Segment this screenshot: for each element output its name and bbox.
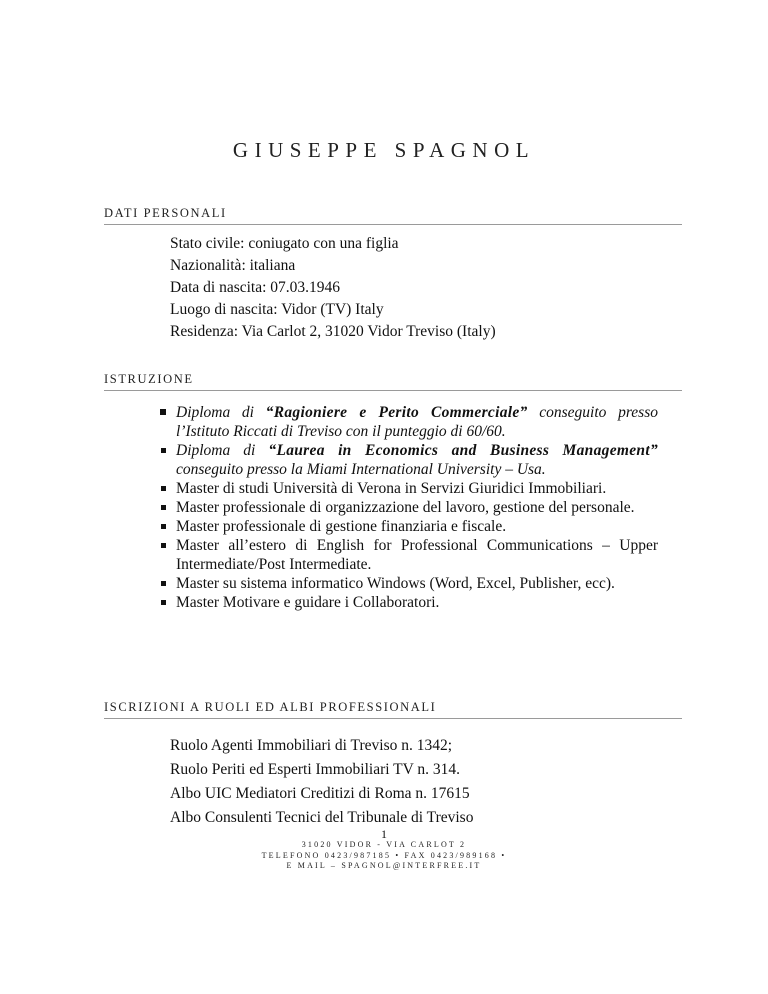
cv-name: GIUSEPPE SPAGNOL xyxy=(232,138,536,162)
bullet-square-icon xyxy=(161,486,166,491)
bullet-square-icon xyxy=(161,581,166,586)
section-title-education: ISTRUZIONE xyxy=(104,372,682,391)
section-title-personal: DATI PERSONALI xyxy=(104,206,682,225)
education-item-text: Master all’estero di English for Professional Communications – Upper Intermediate/Post Intermediate. xyxy=(176,537,658,573)
personal-line-residence: Residenza: Via Carlot 2, 31020 Vidor Treviso (Italy) xyxy=(170,323,496,340)
personal-line-nationality: Nazionalità: italiana xyxy=(170,257,296,274)
personal-line-marital: Stato civile: coniugato con una figlia xyxy=(170,235,399,252)
education-item xyxy=(160,574,658,593)
education-item-pre: Diploma di xyxy=(176,404,266,421)
education-item-degree: “Laurea in Economics and Business Management” xyxy=(268,442,658,459)
education-item-text: Master su sistema informatico Windows (Word, Excel, Publisher, ecc). xyxy=(176,575,615,592)
registrations-list xyxy=(170,734,473,830)
bullet-square-icon xyxy=(161,448,166,453)
education-item-post: conseguito presso l’Istituto Riccati di Treviso con il punteggio di 60/60. xyxy=(176,404,658,440)
education-list xyxy=(160,403,658,612)
education-item xyxy=(160,593,658,612)
footer-phone-fax: TELEFONO 0423/987185 • FAX 0423/989168 • xyxy=(261,850,507,860)
education-item-text: Master professionale di organizzazione del lavoro, gestione del personale. xyxy=(176,499,635,516)
personal-line-birthdate: Data di nascita: 07.03.1946 xyxy=(170,279,341,296)
section-title-registrations: ISCRIZIONI A RUOLI ED ALBI PROFESSIONALI xyxy=(104,700,682,719)
bullet-square-icon xyxy=(161,524,166,529)
education-item-text: Master Motivare e guidare i Collaboratori. xyxy=(176,594,440,611)
education-item-degree: “Ragioniere e Perito Commerciale” xyxy=(265,404,528,421)
bullet-square-icon xyxy=(160,409,166,415)
bullet-square-icon xyxy=(161,543,166,548)
registration-line: Ruolo Periti ed Esperti Immobiliari TV n. 314. xyxy=(170,761,461,778)
personal-line-birthplace: Luogo di nascita: Vidor (TV) Italy xyxy=(170,301,384,318)
bullet-square-icon xyxy=(161,600,166,605)
education-item-post: conseguito presso la Miami International University – Usa. xyxy=(176,461,546,478)
education-item xyxy=(160,403,658,441)
footer-address: 31020 VIDOR - VIA CARLOT 2 xyxy=(301,840,467,849)
education-item-text: Master professionale di gestione finanziaria e fiscale. xyxy=(176,518,507,535)
bullet-square-icon xyxy=(161,505,166,510)
education-item xyxy=(160,536,658,574)
registration-line: Ruolo Agenti Immobiliari di Treviso n. 1342; xyxy=(170,737,453,754)
personal-data-list xyxy=(170,233,496,343)
footer xyxy=(0,840,768,872)
education-item xyxy=(160,479,658,498)
education-item xyxy=(160,441,658,479)
education-item-pre: Diploma di xyxy=(176,442,269,459)
registration-line: Albo UIC Mediatori Creditizi di Roma n. 17615 xyxy=(170,785,470,802)
footer-email: E MAIL – SPAGNOL@INTERFREE.IT xyxy=(286,861,482,870)
page-number: 1 xyxy=(381,827,387,841)
education-item xyxy=(160,517,658,536)
registration-line: Albo Consulenti Tecnici del Tribunale di Treviso xyxy=(170,809,474,826)
education-item-text: Master di studi Università di Verona in Servizi Giuridici Immobiliari. xyxy=(176,480,607,497)
education-item xyxy=(160,498,658,517)
